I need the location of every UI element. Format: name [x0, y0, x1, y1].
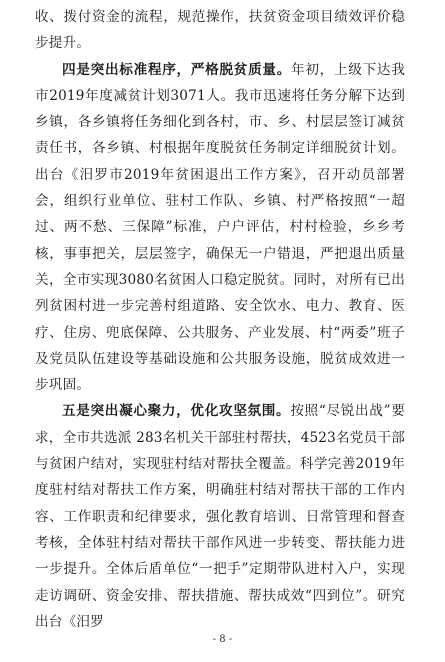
page-number: - 8 -	[212, 634, 233, 645]
paragraph-text: 收、拨付资金的流程，规范操作，扶贫资金项目绩效评价稳步提升。	[35, 9, 405, 52]
paragraph-text: 年初，上级下达我市2019年度减贫计划3071人。我市迅速将任务分解下达到乡镇，各乡镇将任务细化到各村，市、乡、村层层签订减贫责任书，各乡镇、村根据年度脱贫任务制定详细脱贫计划。出台《汨罗市2019年贫困退出工作方案》，召开动员部署会，组织行业单位、驻村工作队、乡镇、村严格按照“一超过、两不愁、三保障”标准，户户评估，村村检验，乡乡考核，事事把关，层层签字，确保无一户错退，严把退出质量关，全市实现3080名贫困人口稳定脱贫。同时，对所有已出列贫困村进一步完善村组道路、安全饮水、电力、教育、医疗、住房、兜底保障、公共服务、产业发展、村“两委”班子及党员队伍建设等基础设施和公共服务设施，脱贫成效进一步巩固。	[35, 61, 405, 394]
paragraph-text: 按照“尽锐出战”要求，全市共选派 283名机关干部驻村帮扶，4523名党员干部与贫困户结对，实现驻村结对帮扶全覆盖。科学完善2019年度驻村结对帮扶工作方案，明确驻村结对帮扶干部的工作内容、工作职责和纪律要求，强化教育培训、日常管理和督查考核，全体驻村结对帮扶干部作风进一步转变、帮扶能力进一步提升。全体后盾单位“一把手”定期带队进村入户，实现走访调研、资金安排、帮扶措施、帮扶成效“四到位”。研究出台《汨罗	[35, 403, 405, 630]
paragraph-poverty-quality	[35, 57, 405, 399]
paragraph-continuation	[35, 4, 405, 57]
paragraph-cohesion	[35, 398, 405, 635]
paragraph-heading: 五是突出凝心聚力，优化攻坚氛围。	[62, 403, 291, 420]
paragraph-heading: 四是突出标准程序，严格脱贫质量。	[62, 61, 292, 78]
